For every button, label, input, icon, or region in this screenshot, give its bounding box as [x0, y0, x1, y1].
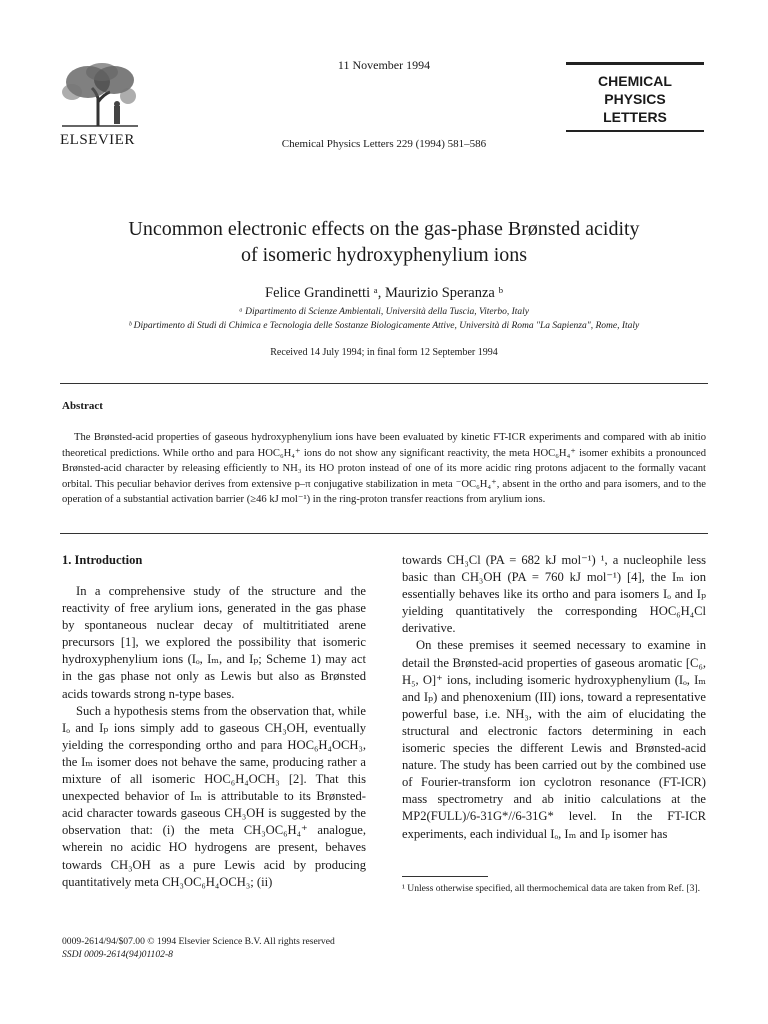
- issue-date: 11 November 1994: [337, 58, 431, 72]
- journal-line-1: CHEMICAL: [598, 73, 672, 89]
- abstract-heading: Abstract: [62, 400, 103, 412]
- paragraph: towards CH₃Cl (PA = 682 kJ mol⁻¹) ¹, a nucleophile less basic than CH₃OH (PA = 760 kJ mol⁻¹) [4], the Iₘ ion essentially behaves like its ortho and para isomers Iₒ and Iₚ yielding quantitatively the corresponding HOC₆H₄Cl derivative.: [402, 553, 706, 636]
- article-title: [0, 216, 768, 268]
- footnote: ¹ Unless otherwise specified, all thermochemical data are taken from Ref. [3].: [402, 883, 701, 894]
- journal-line-3: LETTERS: [603, 109, 667, 125]
- paragraph: In a comprehensive study of the structure and the reactivity of free arylium ions, generated in the gas phase by spontaneous nuclear decay of multitritiated arene precursors [1], we explored the possibility that isomeric hydroxyphenylium ions (Iₒ, Iₘ, and Iₚ; Scheme 1) may act in the gas phase not only as Lewis but also as Brønsted acids towards strong n-type bases.: [62, 584, 366, 701]
- copyright-block: [62, 935, 335, 961]
- journal-name: [566, 72, 704, 126]
- title-line-1: Uncommon electronic effects on the gas-phase Brønsted acidity: [128, 218, 640, 240]
- title-line-2: of isomeric hydroxyphenylium ions: [240, 244, 528, 266]
- left-column: [62, 583, 366, 891]
- copyright-line: 0009-2614/94/$07.00 © 1994 Elsevier Science B.V. All rights reserved: [62, 936, 335, 947]
- received-dates: Received 14 July 1994; in final form 12 September 1994: [270, 347, 498, 358]
- authors: Felice Grandinetti ᵃ, Maurizio Speranza ᵇ: [265, 285, 503, 301]
- ssdi-line: SSDI 0009-2614(94)01102-8: [62, 949, 173, 960]
- journal-citation: Chemical Physics Letters 229 (1994) 581–586: [281, 138, 487, 150]
- footnote-rule: [402, 876, 488, 877]
- section-heading: 1. Introduction: [62, 553, 143, 567]
- journal-rule-bottom: [566, 130, 704, 132]
- divider: [60, 383, 708, 384]
- right-column: [402, 552, 706, 843]
- paragraph: Such a hypothesis stems from the observation that, while Iₒ and Iₚ ions simply add to gaseous CH₃OH, eventually yielding the corresponding ortho and para HOC₆H₄OCH₃, the Iₘ isomer does not behave the same, producing rather a mixture of all isomeric HOC₆H₄OCH₃ [2]. That this unexpected behavior of Iₘ is attributable to its Brønsted-acid character towards gaseous CH₃OH is suggested by the observation that: (i) the meta CH₃OC₆H₄⁺ analogue, wherein no acidic HO hydrogens are present, behaves towards CH₃OH as a pure Lewis acid by producing quantitatively meta CH₃OC₆H₄OCH₃; (ii): [62, 703, 366, 889]
- affiliation-a: ᵃ Dipartimento di Scienze Ambientali, Università della Tuscia, Viterbo, Italy: [239, 307, 529, 317]
- affiliation-b: ᵇ Dipartimento di Studi di Chimica e Tecnologia delle Sostanze Biologicamente Attive, Università di Roma "La Sapienza", Rome, Italy: [128, 321, 640, 331]
- journal-rule-top: [566, 62, 704, 65]
- publisher-name: ELSEVIER: [60, 132, 135, 148]
- paragraph: On these premises it seemed necessary to examine in detail the Brønsted-acid properties of gaseous aromatic [C₆, H₅, O]⁺ ions, including isomeric hydroxyphenylium (Iₒ, Iₘ and Iₚ) and phenoxenium (III) ions, toward a representative powerful base, i.e. NH₃, with the aim of elucidating the structural and electronic factors determining in each isomeric species the different Lewis and Brønsted-acid nature. The study has been carried out by the combined use of Fourier-transform ion cyclotron resonance (FT-ICR) mass spectrometry and ab initio calculations at the MP2(FULL)/6-31G*//6-31G* level. In the FT-ICR experiments, each individual Iₒ, Iₘ and Iₚ isomer has: [402, 638, 706, 841]
- abstract-text: The Brønsted-acid properties of gaseous hydroxyphenylium ions have been evaluated by kinetic FT-ICR experiments and compared with ab initio theoretical predictions. While ortho and para HOC₆H₄⁺ ions do not show any significant reactivity, the meta HOC₆H₄⁺ isomer exhibits a pronounced Brønsted-acid character by releasing efficiently to NH₃ its HO proton instead of one of its more acidic ring protons adjacent to the formally vacant orbital. This peculiar behavior derives from extensive p–π conjugative stabilization in meta ⁻OC₆H₄⁺, absent in the ortho and para isomers, and to the operation of a substantial activation barrier (≥46 kJ mol⁻¹) in the ring-proton transfer reactions from arylium ions.: [62, 432, 706, 505]
- divider: [60, 533, 708, 534]
- journal-line-2: PHYSICS: [604, 91, 666, 107]
